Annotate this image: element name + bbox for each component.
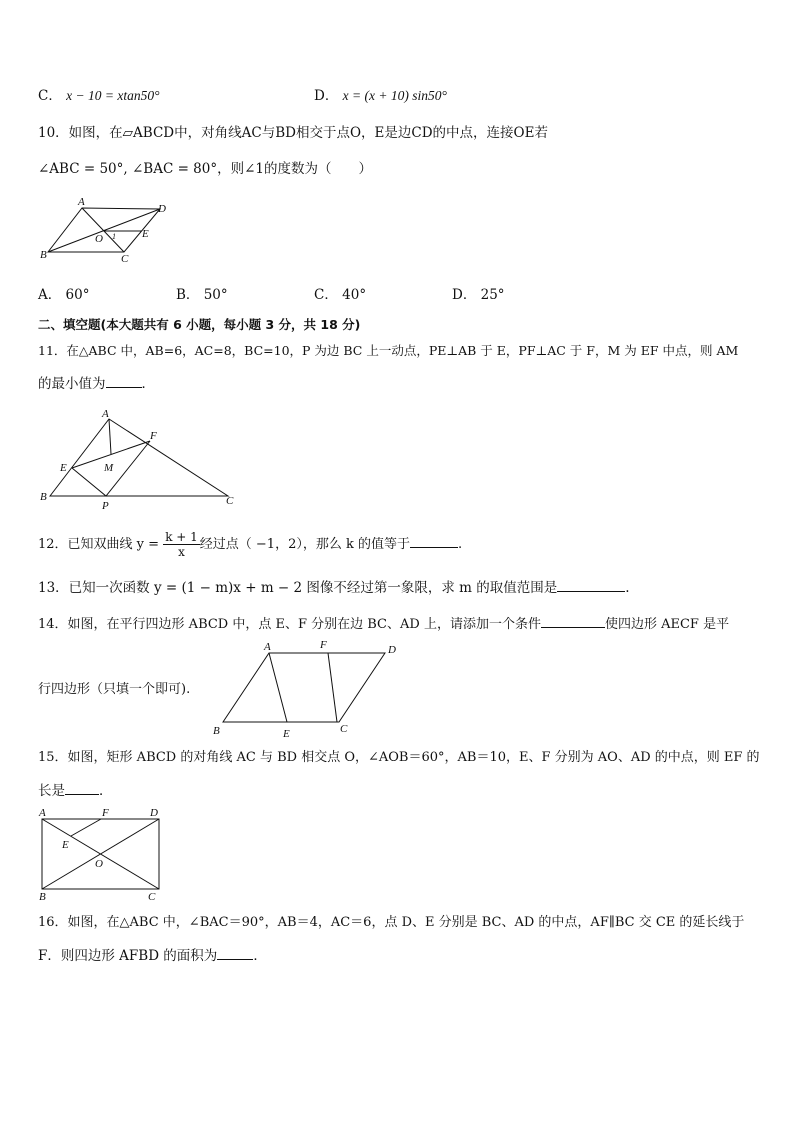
q14-stem-line1 (38, 613, 729, 635)
q12-stem (38, 527, 462, 563)
option-value: 25° (480, 287, 505, 303)
option-value: 60° (65, 287, 90, 303)
stem-text: 13．已知一次函数 y = (1 − m)x + m − 2 图像不经过第一象限，求 m 的取值范围是 (38, 580, 558, 596)
answer-blank (106, 373, 142, 388)
label-angle-1: 1 (112, 232, 116, 241)
answer-blank (217, 945, 253, 960)
label-f: F (320, 639, 327, 651)
q11-stem-line1: 11．在△ABC 中，AB=6，AC=8，BC=10，P 为边 BC 上一动点，PE⊥AB 于 E，PF⊥AC 于 F，M 为 EF 中点，则 AM (38, 343, 739, 358)
option-label: C． (38, 88, 62, 104)
option-label: C． (314, 287, 338, 303)
stem-text: 14．如图，在平行四边形 ABCD 中，点 E、F 分别在边 BC、AD 上，请添加一个条件 (38, 617, 541, 632)
q9-option-c (38, 86, 160, 106)
label-o: O (95, 233, 103, 245)
label-e: E (62, 839, 69, 851)
q11-triangle-figure (38, 405, 243, 513)
label-d: D (158, 203, 166, 215)
option-value: 50° (203, 287, 228, 303)
stem-suffix: 经过点（ −1，2），那么 k 的值等于 (199, 537, 410, 552)
q10-parallelogram-figure (38, 198, 173, 266)
q10-stem-line2: ∠ABC = 50°, ∠BAC = 80°，则∠1的度数为（ ） (38, 161, 372, 177)
q15-rectangle-figure (34, 806, 169, 902)
q11-stem-line2 (38, 373, 155, 394)
label-a: A (102, 408, 109, 420)
stem-text-end: 使四边形 AECF 是平 (604, 617, 730, 632)
option-label: B． (176, 287, 200, 303)
label-a: A (78, 196, 85, 208)
q16-stem-line2 (38, 945, 267, 966)
label-a: A (264, 641, 271, 653)
fraction-numerator: k + 1 (165, 530, 198, 544)
q14-parallelogram-figure (210, 638, 410, 738)
label-f: F (150, 430, 157, 442)
option-expression: x − 10 = xtan50° (66, 88, 160, 103)
label-c: C (148, 891, 156, 903)
label-d: D (388, 644, 396, 656)
option-value: 40° (342, 287, 367, 303)
q9-option-d (314, 86, 447, 106)
label-e: E (142, 228, 149, 240)
section-heading: 二、填空题(本大题共有 6 小题，每小题 3 分，共 18 分) (38, 317, 361, 332)
stem-end: ． (253, 948, 267, 964)
label-c: C (121, 253, 129, 265)
option-expression: x = (x + 10) sin50° (342, 88, 447, 103)
label-b: B (40, 249, 47, 261)
option-label: D． (314, 88, 339, 104)
option-label: A． (38, 287, 62, 303)
q13-stem (38, 577, 630, 598)
answer-blank (541, 613, 605, 628)
fraction-denominator: x (178, 545, 185, 559)
fraction (163, 530, 200, 559)
label-c: C (340, 723, 348, 735)
stem-text: F．则四边形 AFBD 的面积为 (38, 948, 218, 964)
q15-stem-line2 (38, 780, 113, 801)
label-e: E (60, 462, 67, 474)
label-o: O (95, 858, 103, 870)
stem-text: 的最小值为 (38, 376, 106, 392)
option-label: D． (452, 287, 477, 303)
stem-end: ． (99, 783, 113, 799)
answer-blank (65, 780, 99, 795)
q14-stem-line2: 行四边形（只填一个即可). (38, 682, 191, 697)
q10-stem-line1: 10．如图，在▱ABCD中，对角线AC与BD相交于点O，E是边CD的中点，连接OE若 (38, 125, 548, 141)
q10-option-a (38, 285, 89, 305)
label-b: B (39, 891, 46, 903)
label-c: C (226, 495, 234, 507)
label-f: F (102, 807, 109, 819)
q10-option-b (176, 285, 228, 305)
label-a: A (39, 807, 46, 819)
label-m: M (104, 462, 114, 474)
q16-stem-line1: 16．如图，在△ABC 中，∠BAC＝90°，AB＝4，AC＝6，点 D、E 分别是 BC、AD 的中点，AF∥BC 交 CE 的延长线于 (38, 915, 745, 930)
stem-text: 长是 (38, 783, 65, 799)
answer-blank (557, 577, 625, 592)
stem-end: . (625, 580, 630, 596)
label-b: B (40, 491, 47, 503)
label-b: B (213, 725, 220, 737)
q10-option-c (314, 285, 366, 305)
stem-end: . (458, 537, 463, 552)
label-d: D (150, 807, 158, 819)
stem-end: ． (141, 376, 155, 392)
label-p: P (102, 500, 109, 512)
label-e: E (283, 728, 290, 740)
stem-prefix: 12．已知双曲线 y = (38, 537, 160, 552)
q10-option-d (452, 285, 505, 305)
answer-blank (410, 533, 458, 548)
q15-stem-line1: 15．如图，矩形 ABCD 的对角线 AC 与 BD 相交点 O，∠AOB＝60°，AB＝10，E、F 分别为 AO、AD 的中点，则 EF 的 (38, 750, 760, 765)
